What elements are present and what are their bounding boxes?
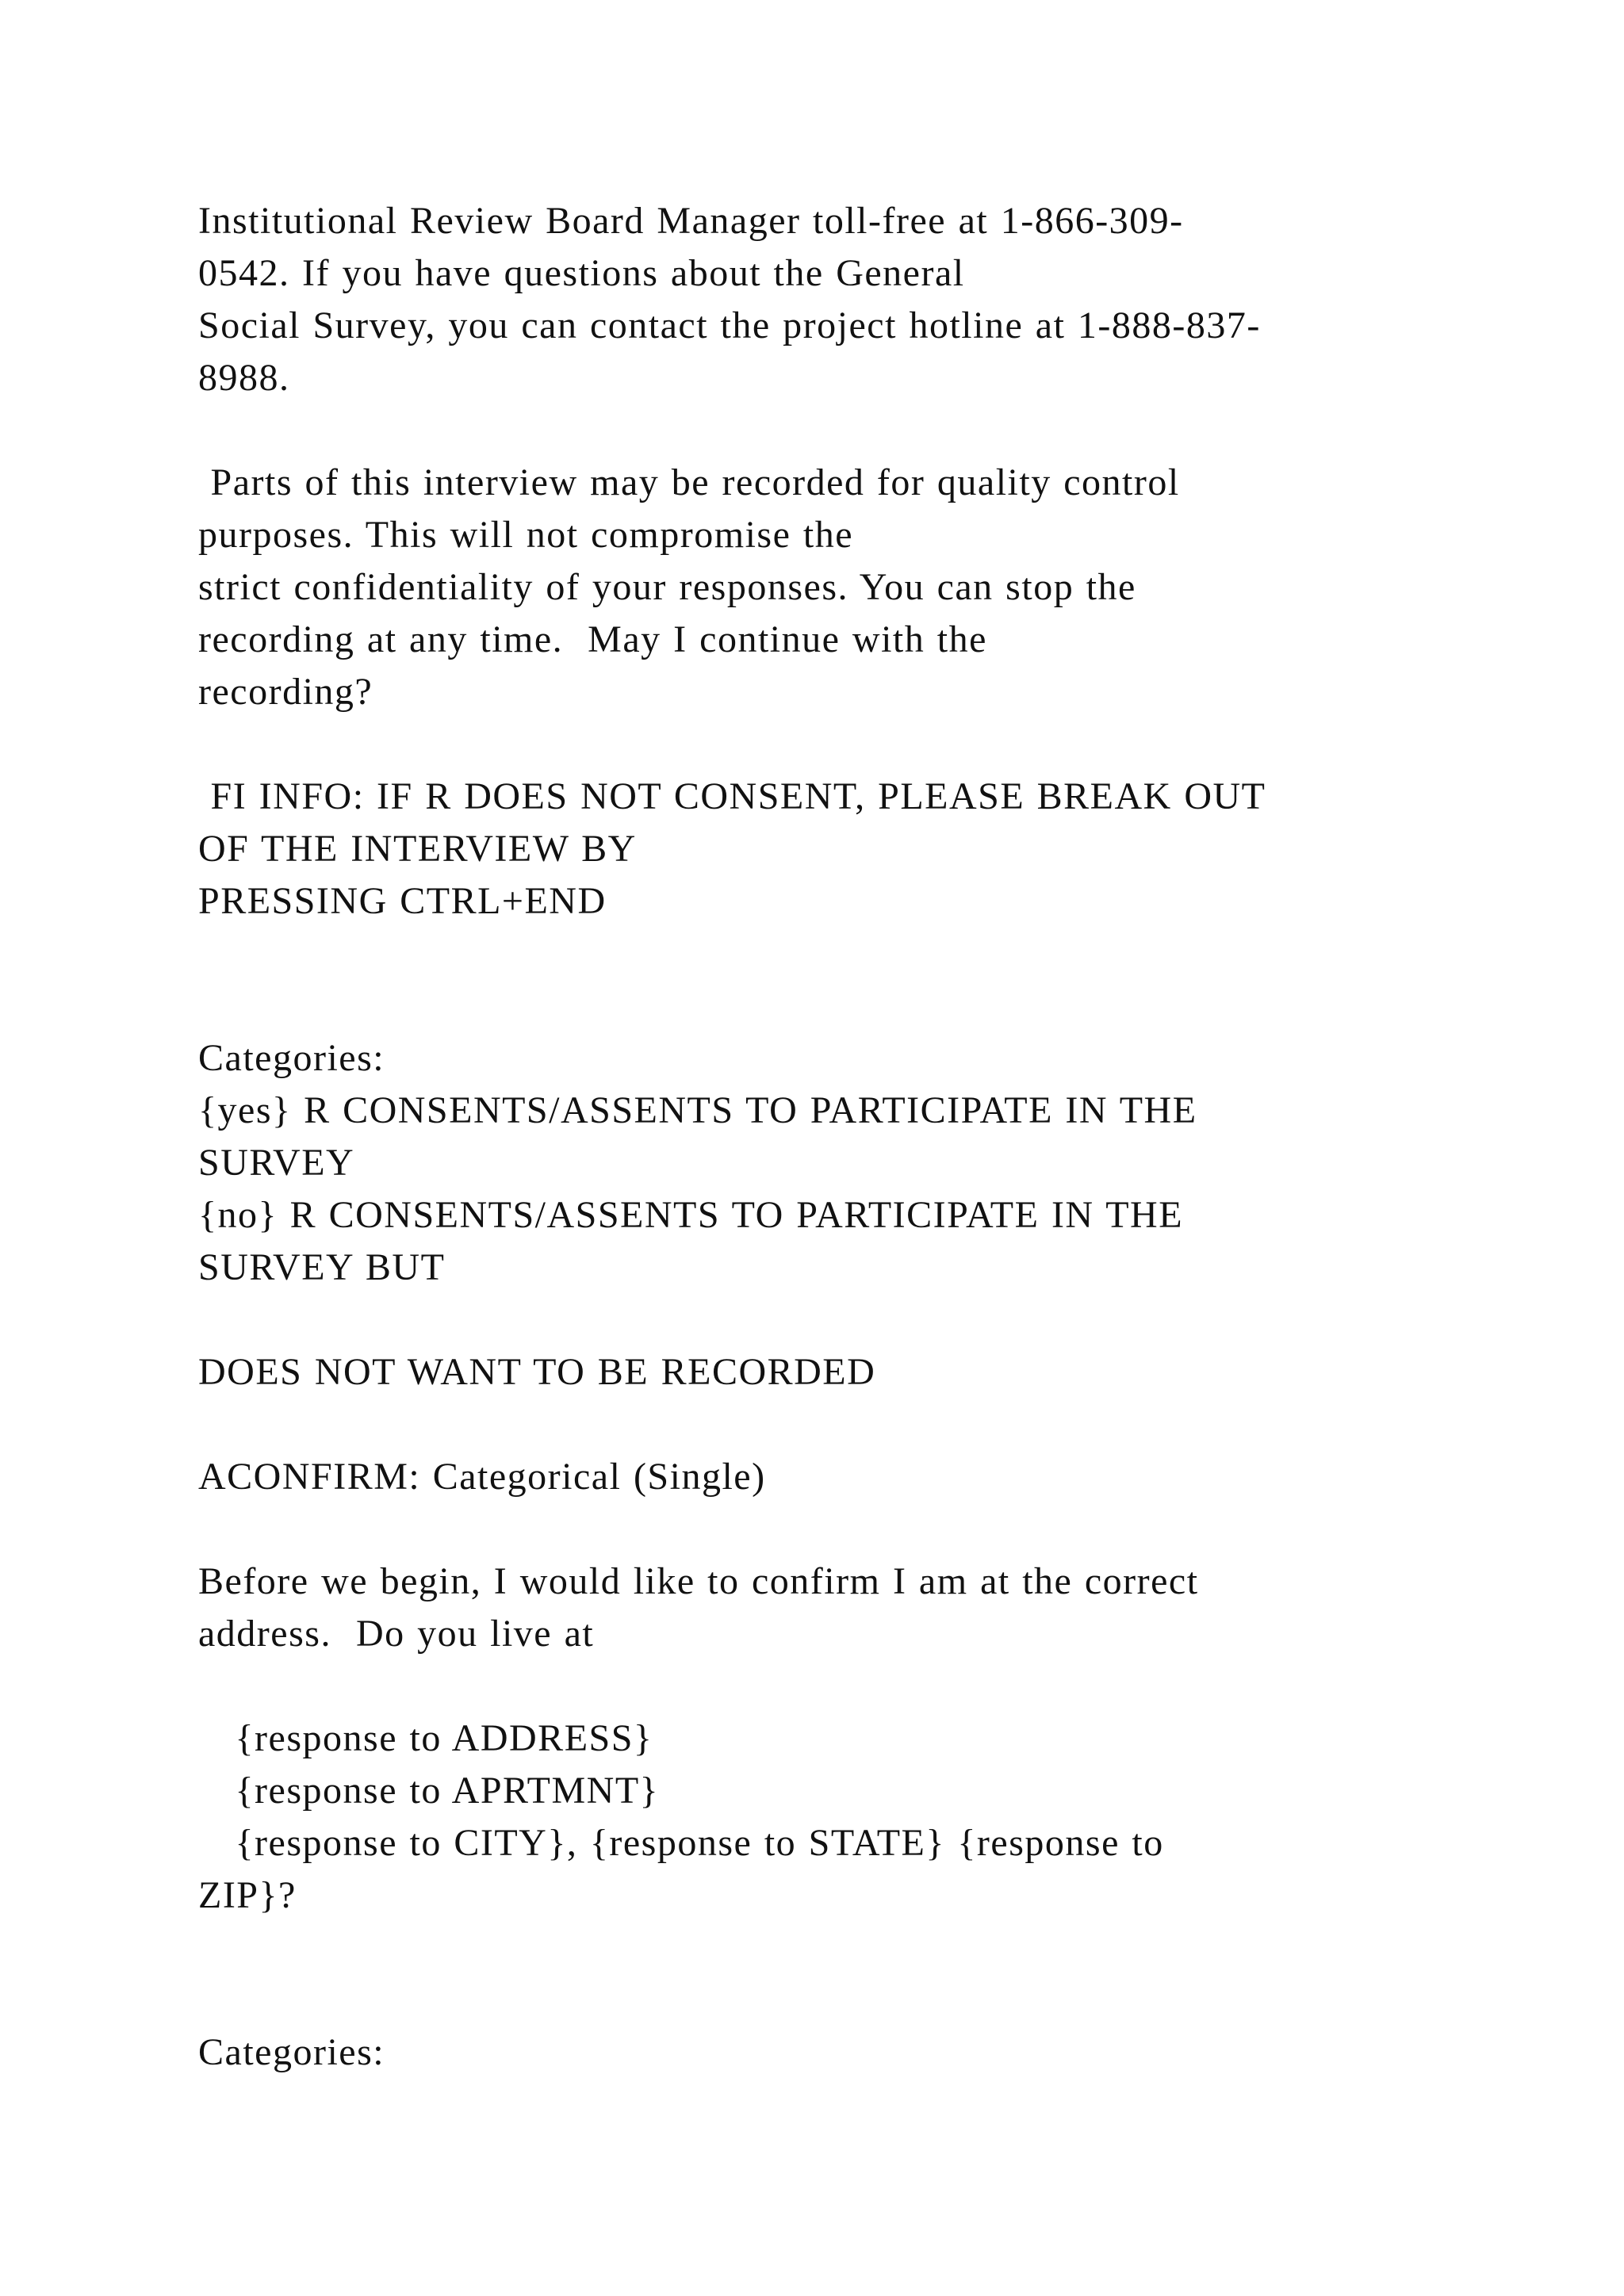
blank-line	[198, 1294, 1499, 1346]
blank-line	[198, 404, 1499, 457]
text-line: Parts of this interview may be recorded for quality control	[198, 461, 1180, 503]
blank-line	[198, 1399, 1499, 1451]
address-field-line: ZIP}?	[198, 1874, 297, 1916]
categories-heading: Categories:	[198, 1037, 385, 1079]
category-option: SURVEY BUT	[198, 1246, 446, 1288]
text-line: 0542. If you have questions about the General	[198, 252, 965, 294]
question-text: Before we begin, I would like to confirm I am at the correct	[198, 1560, 1199, 1602]
fi-info-line: FI INFO: IF R DOES NOT CONSENT, PLEASE BREAK OUT	[198, 775, 1266, 817]
category-option: DOES NOT WANT TO BE RECORDED	[198, 1351, 876, 1393]
fi-info-line: PRESSING CTRL+END	[198, 880, 607, 922]
text-line: Institutional Review Board Manager toll-free at 1-866-309-	[198, 200, 1184, 242]
blank-line	[198, 928, 1499, 980]
blank-line	[198, 1974, 1499, 2026]
text-line: recording at any time. May I continue with the	[198, 618, 987, 660]
category-option: {no} R CONSENTS/ASSENTS TO PARTICIPATE IN THE	[198, 1194, 1184, 1236]
question-text: address. Do you live at	[198, 1613, 595, 1655]
blank-line	[198, 980, 1499, 1032]
address-field-line: {response to CITY}, {response to STATE} {response to	[198, 1822, 1164, 1864]
document-body	[198, 195, 1499, 2079]
category-option: {yes} R CONSENTS/ASSENTS TO PARTICIPATE IN THE	[198, 1089, 1197, 1131]
blank-line	[198, 1660, 1499, 1712]
address-field-line: {response to APRTMNT}	[198, 1770, 660, 1812]
blank-line	[198, 1922, 1499, 1974]
text-line: recording?	[198, 671, 373, 713]
blank-line	[198, 1503, 1499, 1556]
text-line: Social Survey, you can contact the project hotline at 1-888-837-	[198, 304, 1261, 346]
question-id: ACONFIRM: Categorical (Single)	[198, 1456, 766, 1498]
address-field-line: {response to ADDRESS}	[198, 1717, 653, 1759]
text-line: purposes. This will not compromise the	[198, 514, 854, 556]
blank-line	[198, 718, 1499, 771]
fi-info-line: OF THE INTERVIEW BY	[198, 828, 637, 870]
text-line: 8988.	[198, 357, 290, 399]
categories-heading: Categories:	[198, 2031, 385, 2073]
text-line: strict confidentiality of your responses. You can stop the	[198, 566, 1136, 608]
category-option: SURVEY	[198, 1142, 355, 1184]
